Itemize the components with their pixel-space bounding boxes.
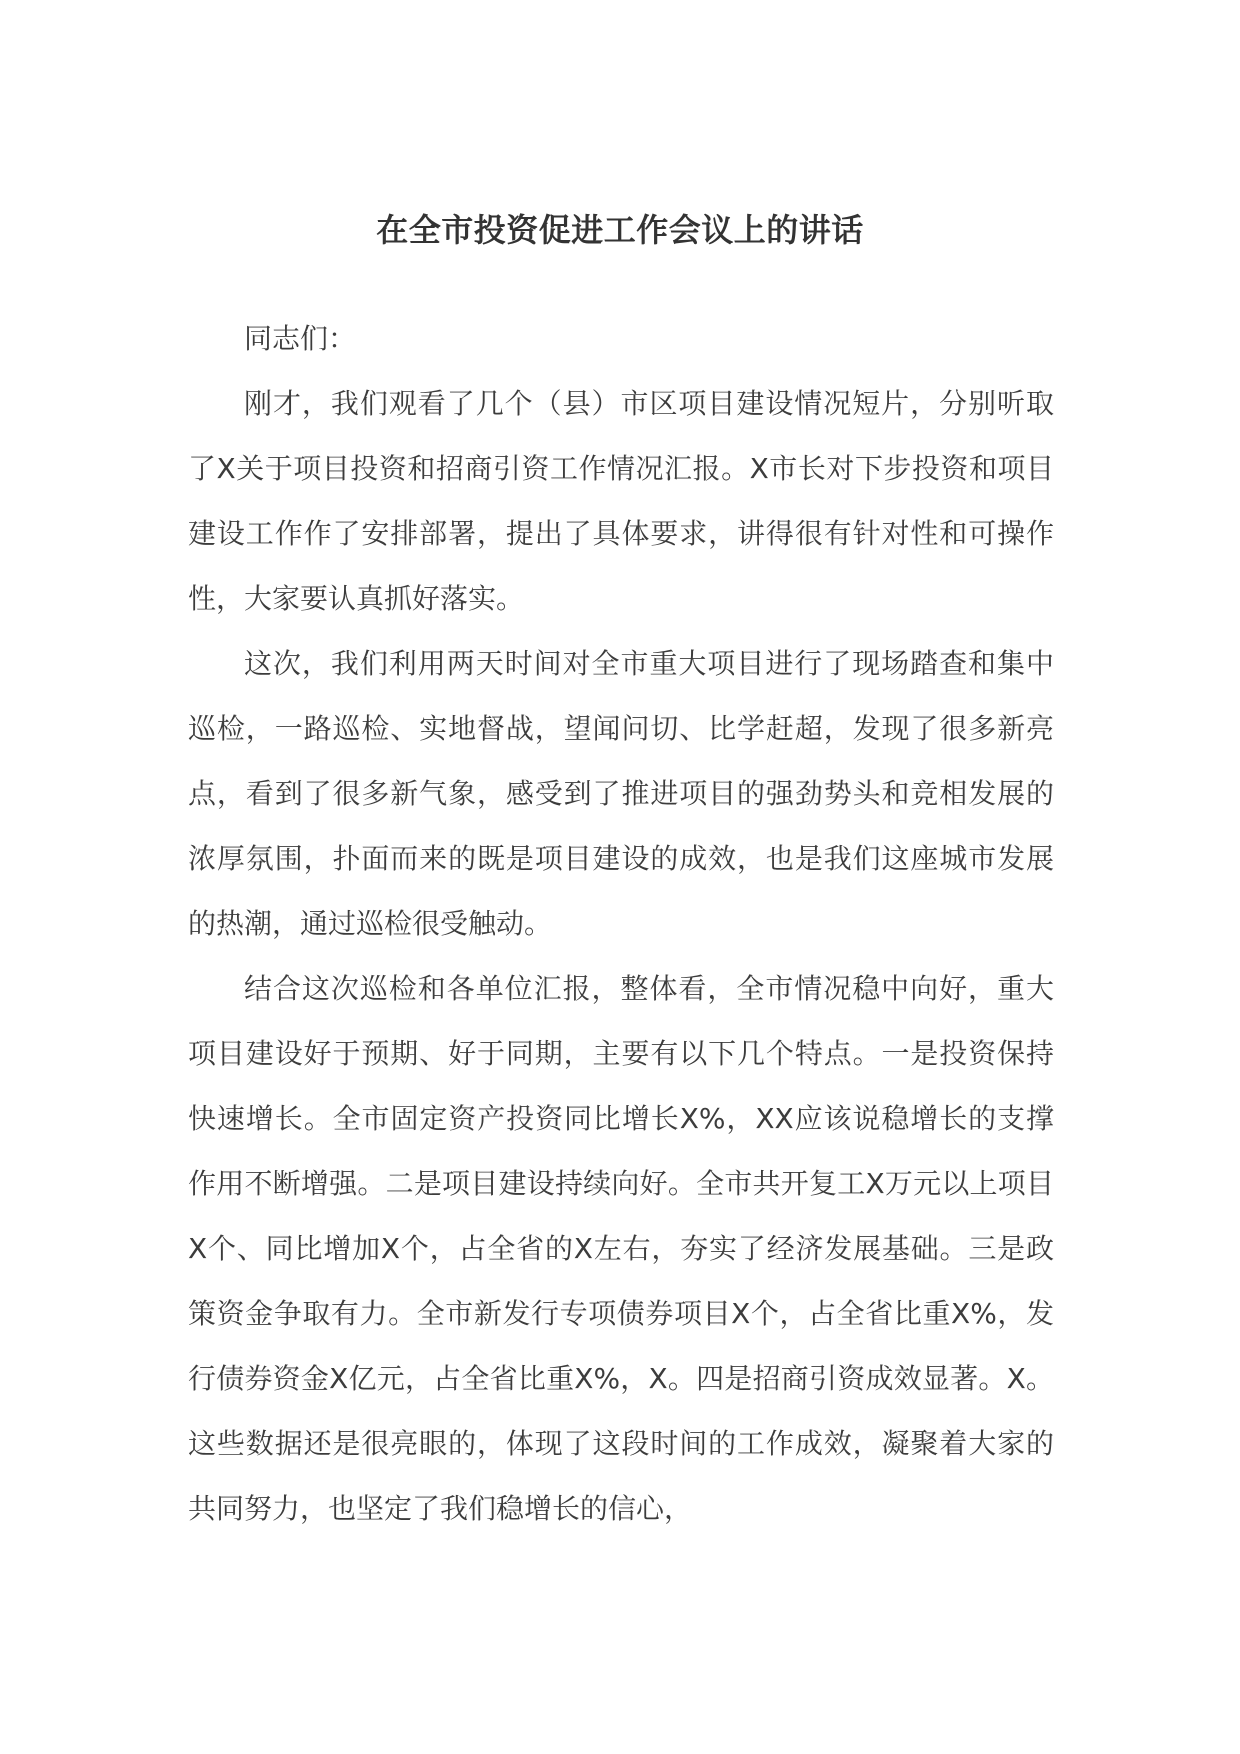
document-title: 在全市投资促进工作会议上的讲话 xyxy=(376,211,864,249)
document-body xyxy=(188,306,1054,1541)
paragraph-1: 刚才，我们观看了几个（县）市区项目建设情况短片，分别听取了X关于项目投资和招商引资工作情况汇报。X市长对下步投资和项目建设工作作了安排部署，提出了具体要求，讲得很有针对性和可操作性，大家要认真抓好落实。 xyxy=(188,387,1054,615)
paragraph-2: 这次，我们利用两天时间对全市重大项目进行了现场踏查和集中巡检，一路巡检、实地督战，望闻问切、比学赶超，发现了很多新亮点，看到了很多新气象，感受到了推进项目的强劲势头和竞相发展的浓厚氛围，扑面而来的既是项目建设的成效，也是我们这座城市发展的热潮，通过巡检很受触动。 xyxy=(188,647,1054,940)
paragraph-3: 结合这次巡检和各单位汇报，整体看，全市情况稳中向好，重大项目建设好于预期、好于同期，主要有以下几个特点。一是投资保持快速增长。全市固定资产投资同比增长X%，XX应该说稳增长的支撑作用不断增强。二是项目建设持续向好。全市共开复工X万元以上项目X个、同比增加X个，占全省的X左右，夯实了经济发展基础。三是政策资金争取有力。全市新发行专项债券项目X个，占全省比重X%，发行债券资金X亿元，占全省比重X%，X。四是招商引资成效显著。X。这些数据还是很亮眼的，体现了这段时间的工作成效，凝聚着大家的共同努力，也坚定了我们稳增长的信心， xyxy=(188,972,1054,1525)
salutation: 同志们： xyxy=(244,322,357,355)
